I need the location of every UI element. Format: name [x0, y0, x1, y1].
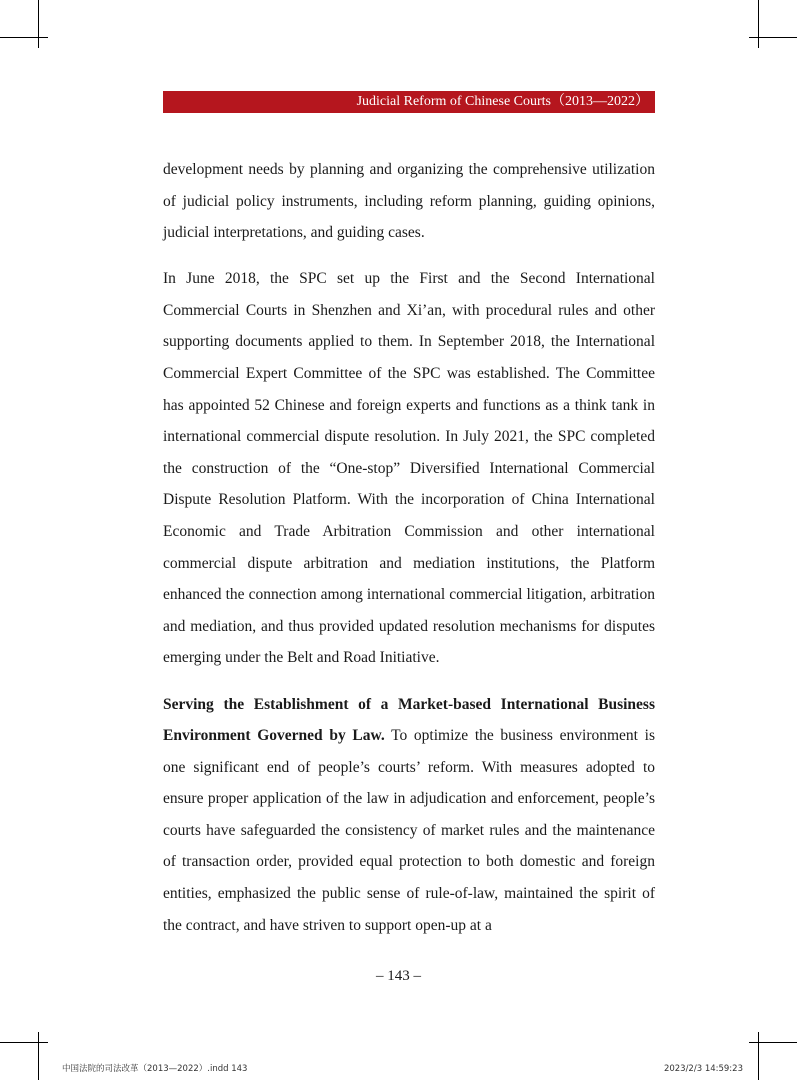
crop-mark	[749, 1042, 797, 1043]
crop-mark	[749, 37, 797, 38]
crop-mark	[758, 0, 759, 48]
paragraph-text: To optimize the business environment is one significant end of people’s courts’ reform. With measures adopted to ensure proper application of the law in adjudication and enforcement, people’s courts have safeguarded the consistency of market rules and the maintenance of transaction order, provided equal protection to both domestic and foreign entities, emphasized the public sense of rule-of-law, maintained the spirit of the contract, and have striven to support open-up at a	[163, 727, 655, 934]
file-slug: 中国法院的司法改革（2013—2022）.indd 143	[62, 1064, 248, 1074]
paragraph-business-environment	[163, 689, 655, 942]
running-header	[163, 91, 655, 113]
paragraph-continuation: development needs by planning and organizing the comprehensive utilization of judicial policy instruments, including reform planning, guiding opinions, judicial interpretations, and guiding cases.	[163, 161, 655, 242]
page-body	[163, 154, 655, 956]
page-number: – 143 –	[376, 968, 421, 984]
section-heading: Serving the Establishment of a Market-based International Business Environment Governed by Law.	[163, 695, 655, 745]
crop-mark	[0, 37, 48, 38]
date-slug: 2023/2/3 14:59:23	[663, 1064, 743, 1074]
crop-mark	[0, 1042, 48, 1043]
crop-mark	[38, 0, 39, 48]
paragraph-international-courts: In June 2018, the SPC set up the First and the Second International Commercial Courts in Shenzhen and Xi’an, with procedural rules and other supporting documents applied to them. In September 2018, the International Commercial Expert Committee of the SPC was established. The Committee has appointed 52 Chinese and foreign experts and functions as a think tank in international commercial dispute resolution. In July 2021, the SPC completed the construction of the “One-stop” Diversified International Commercial Dispute Resolution Platform. With the incorporation of China International Economic and Trade Arbitration Commission and other international commercial dispute arbitration and mediation institutions, the Platform enhanced the connection among international commercial litigation, arbitration and mediation, and thus provided updated resolution mechanisms for disputes emerging under the Belt and Road Initiative.	[163, 270, 655, 667]
crop-mark	[38, 1032, 39, 1080]
running-title: Judicial Reform of Chinese Courts（2013—2022）	[356, 94, 649, 109]
crop-mark	[758, 1032, 759, 1080]
